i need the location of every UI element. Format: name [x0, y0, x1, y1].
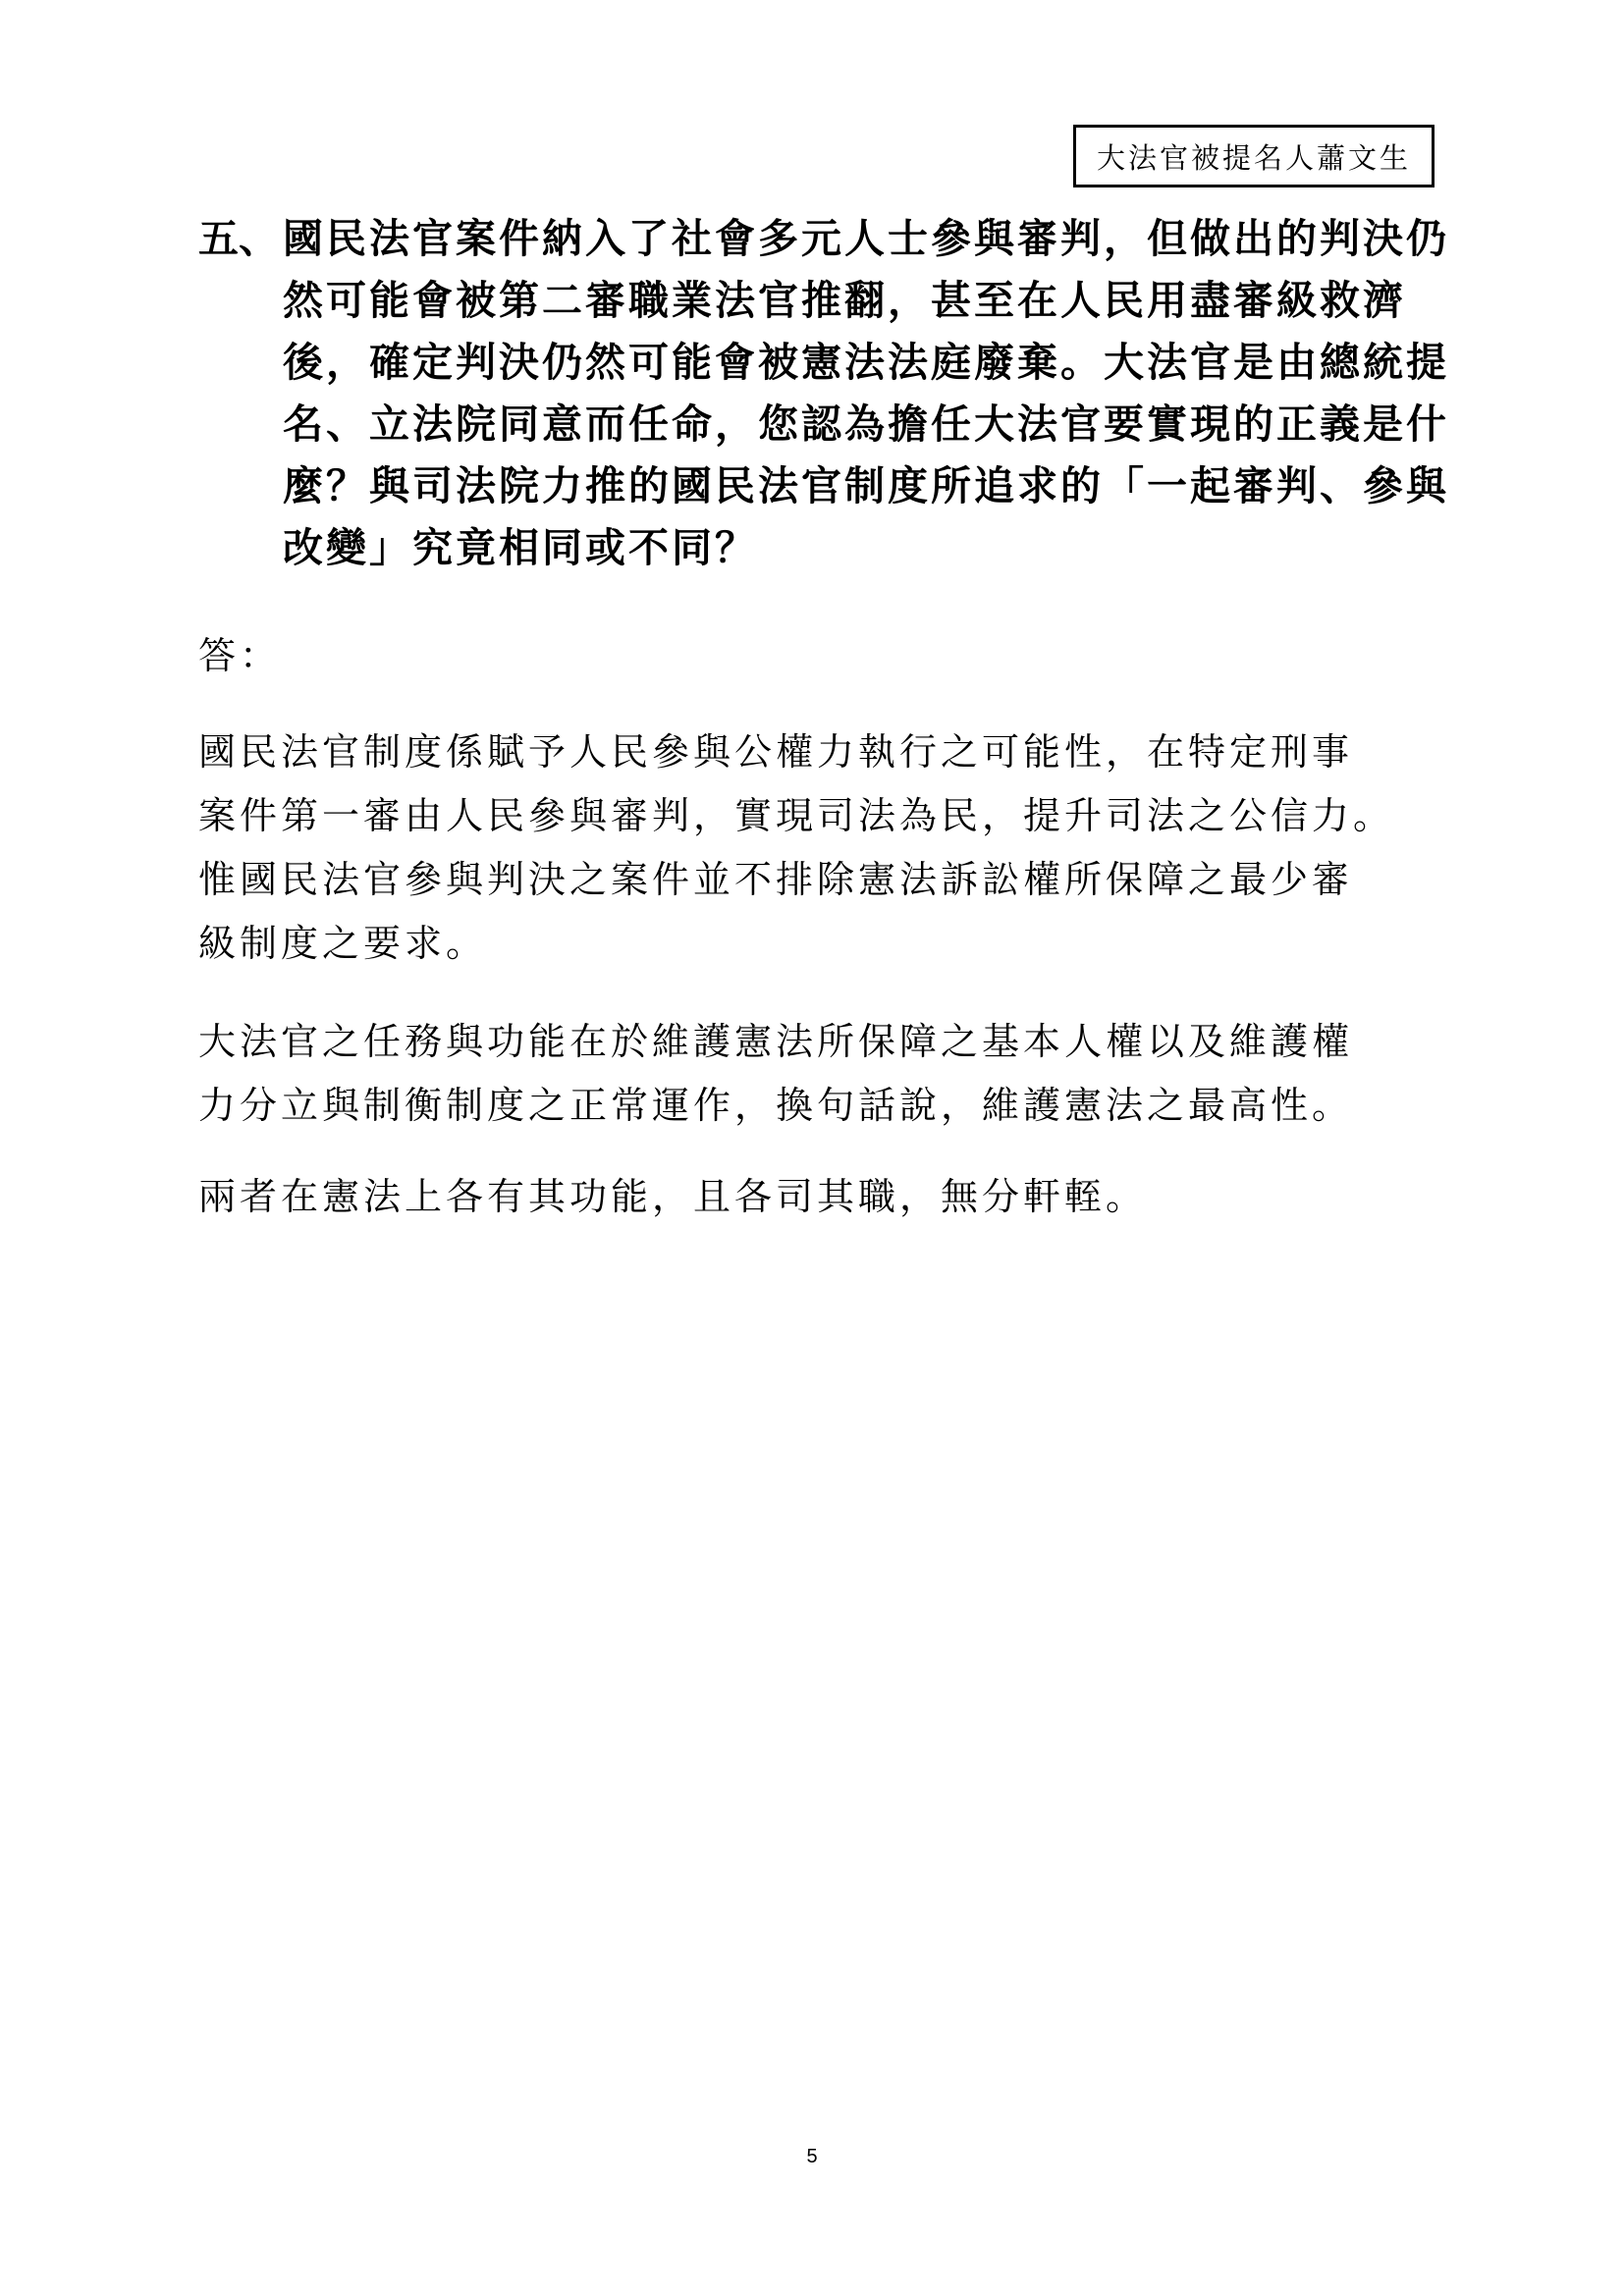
nominee-header-text: 大法官被提名人蕭文生 — [1096, 140, 1411, 175]
answer-line: 兩者在憲法上各有其功能，且各司其職，無分軒輊。 — [198, 1175, 1148, 1218]
nominee-header-box — [1073, 125, 1435, 187]
answer-label: 答： — [198, 634, 282, 677]
question-line: 國民法官案件納入了社會多元人士參與審判，但做出的判決仍 — [283, 215, 1449, 262]
question-number: 五、 — [198, 215, 279, 262]
question-line: 名、立法院同意而任命，您認為擔任大法官要實現的正義是什 — [283, 400, 1449, 448]
page-number: 5 — [806, 2146, 818, 2167]
question-line: 麼？與司法院力推的國民法官制度所追求的「一起審判、參與 — [283, 462, 1449, 509]
answer-line: 案件第一審由人民參與審判，實現司法為民，提升司法之公信力。 — [198, 794, 1395, 837]
answer-line: 級制度之要求。 — [198, 922, 488, 965]
answer-line: 力分立與制衡制度之正常運作，換句話說，維護憲法之最高性。 — [198, 1084, 1354, 1127]
question-line: 然可能會被第二審職業法官推翻，甚至在人民用盡審級救濟 — [283, 277, 1406, 324]
answer-line: 惟國民法官參與判決之案件並不排除憲法訴訟權所保障之最少審 — [198, 858, 1354, 901]
answer-line: 大法官之任務與功能在於維護憲法所保障之基本人權以及維護權 — [198, 1020, 1354, 1063]
question-line: 後，確定判決仍然可能會被憲法法庭廢棄。大法官是由總統提 — [283, 339, 1449, 386]
answer-line: 國民法官制度係賦予人民參與公權力執行之可能性，在特定刑事 — [198, 730, 1354, 774]
question-line: 改變」究竟相同或不同？ — [283, 524, 758, 571]
